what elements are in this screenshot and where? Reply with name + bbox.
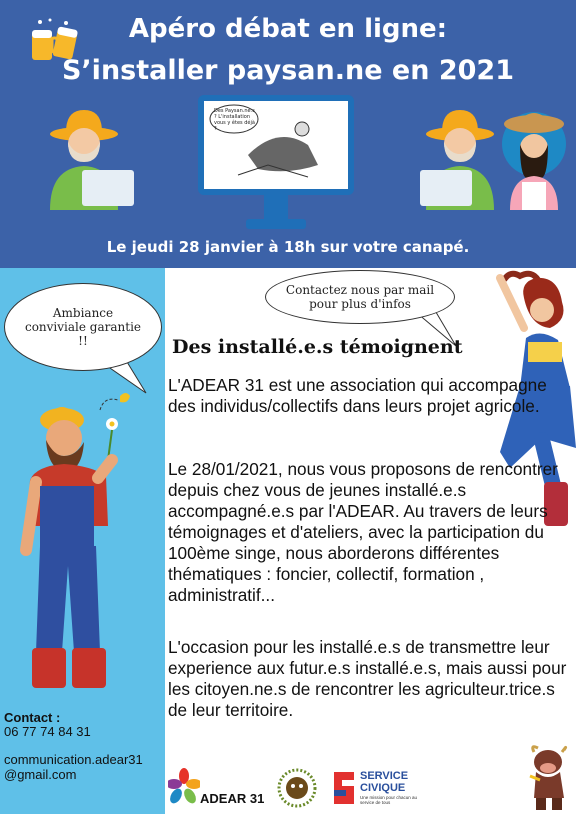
contact-bubble [265, 270, 455, 324]
ambiance-text: Ambiance conviviale garantie !! [24, 306, 142, 348]
ambiance-bubble [4, 283, 162, 371]
title-line-2: S’installer paysan.ne en 2021 [61, 55, 514, 86]
header-banner [0, 0, 576, 268]
service-civique-logo [330, 768, 358, 808]
farmer-laptop-illustration [44, 98, 140, 210]
singe-logo [272, 768, 322, 808]
service-civique-tagline: Une mission pour chacun au service de tous [360, 795, 418, 805]
section-heading: Des installé.e.s témoignent [172, 336, 463, 358]
service-civique-line2: CIVIQUE [360, 782, 406, 794]
title-line-1: Apéro débat en ligne: [128, 14, 448, 44]
bull-mascot-illustration [528, 742, 574, 812]
contact-email-line1[interactable]: communication.adear31 [4, 752, 143, 767]
closing-paragraph: L'occasion pour les installé.e.s de transmettre leur experience aux futur.e.s installé.e.s, mais aussi pour les citoyen.ne.s de rencontrer les agriculteur.trice.s de leur territoire. [168, 637, 567, 720]
contact-bubble-text: Contactez nous par mail pour plus d'infos [285, 283, 435, 311]
service-civique-line1: SERVICE [360, 770, 409, 782]
intro-paragraph: L'ADEAR 31 est une association qui accompagne des individus/collectifs dans leurs projet agricole. [168, 375, 547, 416]
contact-phone: 06 77 74 84 31 [4, 724, 91, 739]
adear-logo-text: ADEAR 31 [200, 791, 265, 806]
event-date-line: Le jeudi 28 janvier à 18h sur votre canapé. [106, 238, 470, 256]
contact-email-line2[interactable]: @gmail.com [4, 767, 77, 782]
farmer-with-flower-illustration [16, 390, 156, 696]
farmers-pair-illustration [418, 98, 568, 210]
adear-flower-logo [168, 768, 200, 806]
screen-cartoon-text: Des Paysan.ne.s ? L'installation vous y êtes déjà ? [214, 108, 255, 132]
contact-label: Contact : [4, 710, 61, 725]
event-paragraph: Le 28/01/2021, nous vous proposons de rencontrer depuis chez vous de jeunes installé.e.s accompagné.e.s par l'ADEAR. Au travers de leurs témoignages et d'ateliers, avec la participation du 100ème singe, nous aborderons différentes thématiques : foncier, collectif, formation , administratif... [168, 459, 558, 605]
